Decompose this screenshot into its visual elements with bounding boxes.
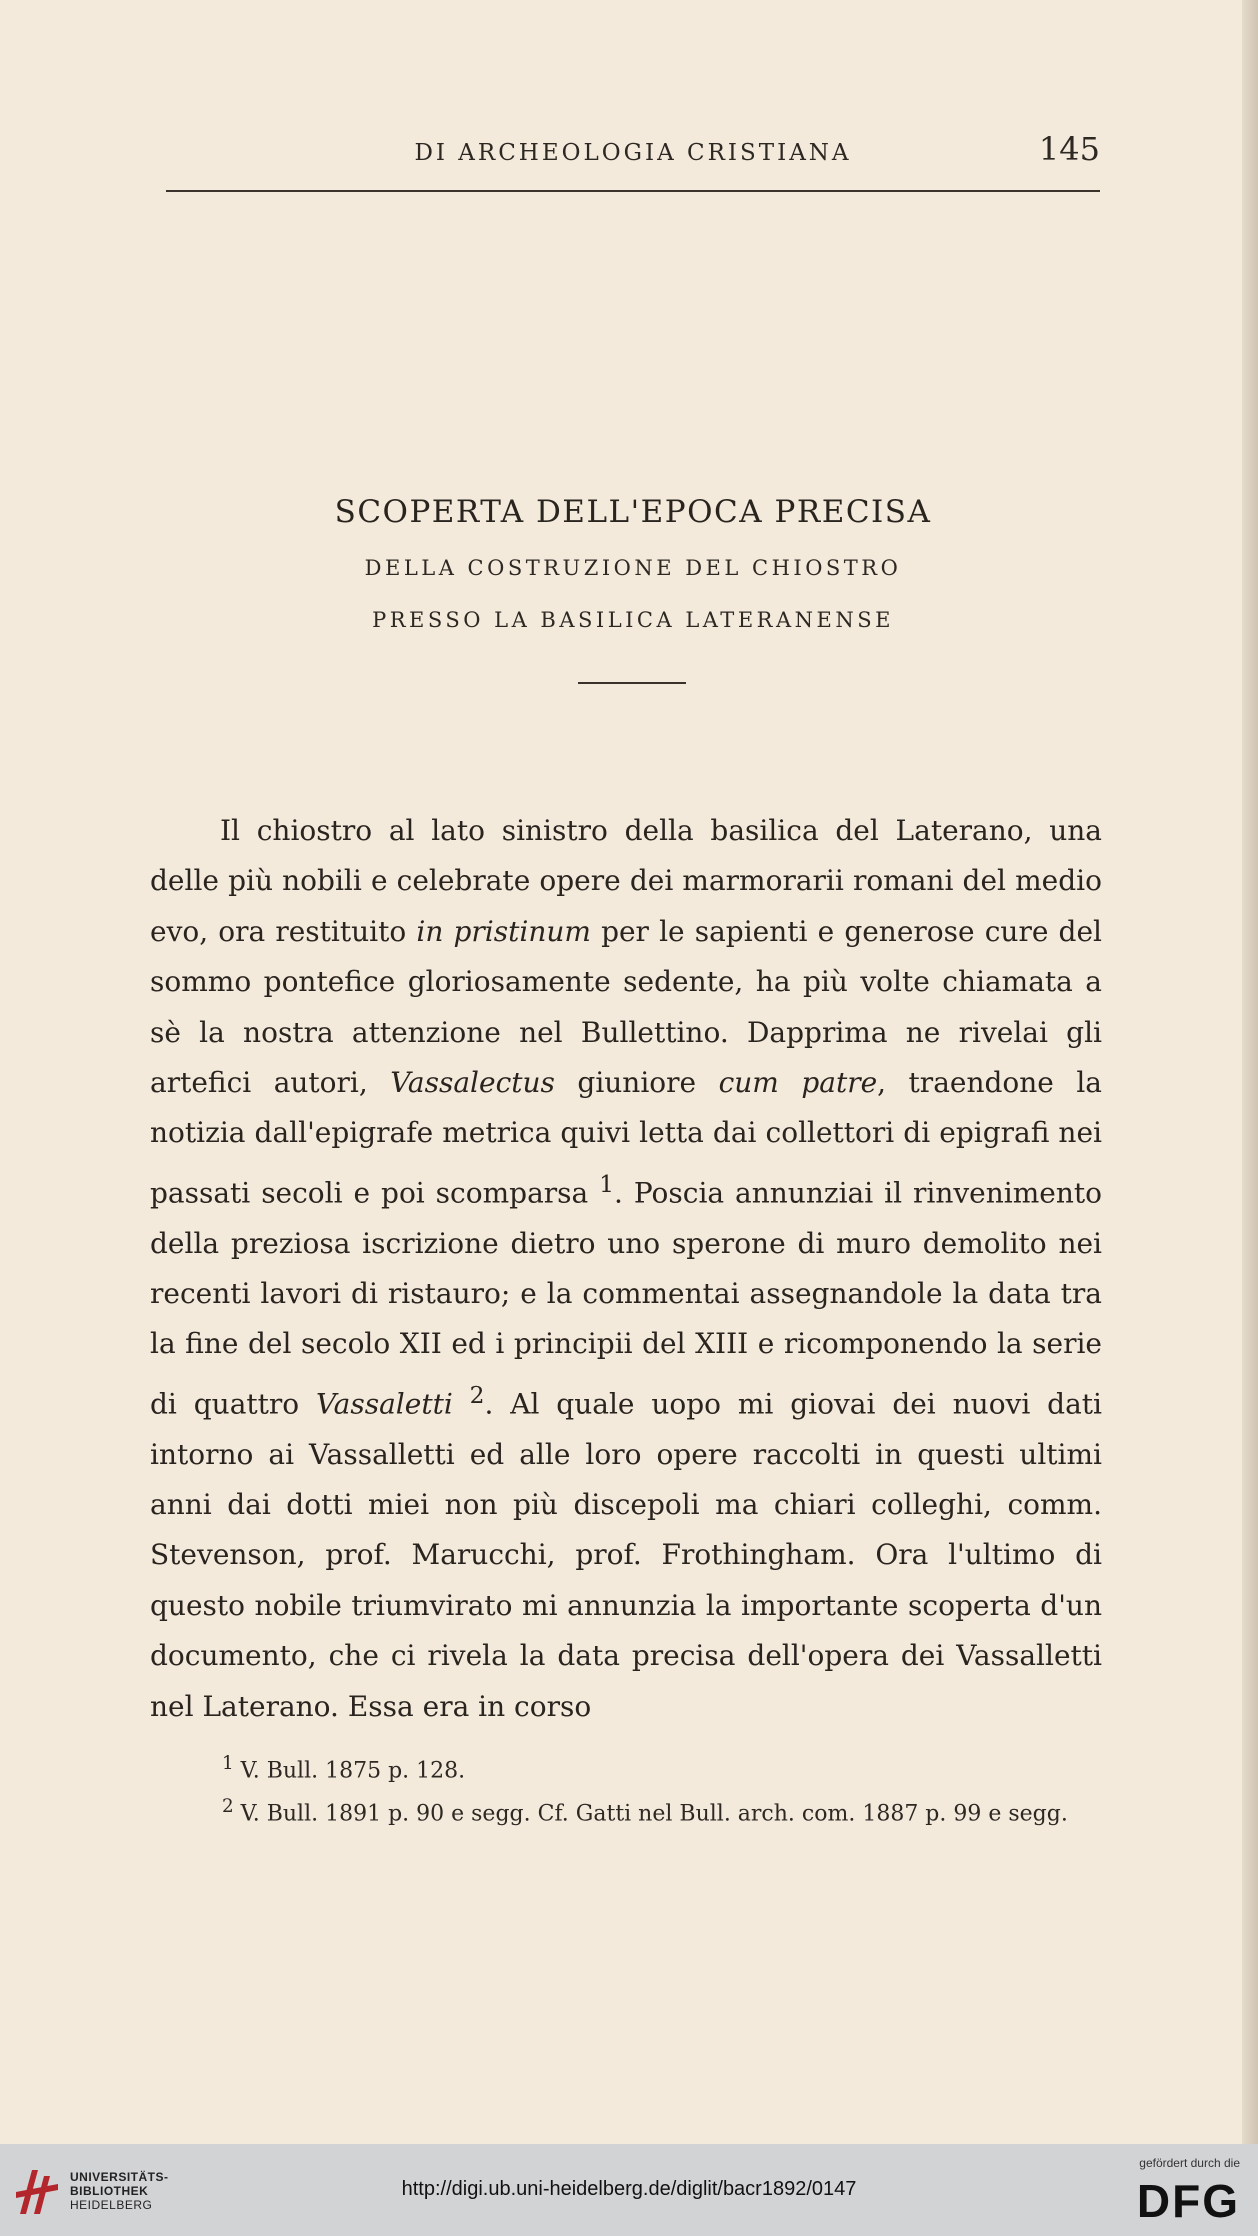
body-text	[150, 806, 1102, 1732]
page-number: 145	[1038, 130, 1100, 168]
body-run: giuniore	[554, 1066, 719, 1100]
library-name-line: UNIVERSITÄTS-	[70, 2170, 169, 2184]
article-subtitle-2: PRESSO LA BASILICA LATERANENSE	[372, 608, 894, 632]
viewer-footer-bar	[0, 2144, 1258, 2236]
body-run: per le sapienti e generose cure del sommo pontefice gloriosamente sedente, ha più volte chiamata a sè la nostra attenzione nel Bullettino. Dapprima ne rivelai gli artefici autori,	[150, 914, 1102, 1100]
footnotes	[150, 1746, 1102, 1833]
footnote-ref[interactable]: 2	[469, 1380, 485, 1409]
body-italic: Vassalectus	[390, 1066, 555, 1100]
library-name-line: HEIDELBERG	[70, 2198, 153, 2212]
header-rule	[166, 190, 1100, 192]
body-run: Il chiostro al lato sinistro della basilica del Laterano, una delle più nobili e celebrate opere dei marmorarii romani del medio evo, ora restituito	[150, 814, 1102, 948]
running-title: DI ARCHEOLOGIA CRISTIANA	[414, 140, 852, 166]
body-paragraph	[150, 806, 1102, 1732]
title-rule	[578, 682, 686, 684]
body-run: . Poscia annunziai il rinvenimento della preziosa iscrizione dietro uno sperone di muro demolito nei recenti lavori di ristauro; e la commentai assegnandole la data tra la fine del secolo XII ed i principii del XIII e ricomponendo la serie di quattro	[150, 1176, 1103, 1421]
footnote-number: 1	[222, 1753, 234, 1774]
body-run: , traendone la notizia dall'epigrafe metrica quivi letta dai collettori di epigrafi nei passati secoli e poi scomparsa	[150, 1066, 1103, 1210]
footnote-text: V. Bull. 1875 p. 128.	[240, 1758, 466, 1784]
page-edge-shadow	[1242, 0, 1258, 2144]
page-header	[166, 128, 1100, 178]
footnote	[150, 1789, 1102, 1832]
body-italic: Vassaletti	[316, 1387, 453, 1421]
footnote	[150, 1746, 1102, 1789]
dfg-logo[interactable]: DFG	[1136, 2175, 1240, 2227]
article-title: SCOPERTA DELL'EPOCA PRECISA	[334, 494, 932, 530]
document-url-link[interactable]: http://digi.ub.uni-heidelberg.de/diglit/bacr1892/0147	[401, 2178, 857, 2200]
footnote-number: 2	[222, 1796, 234, 1818]
footnote-ref[interactable]: 1	[599, 1169, 614, 1198]
sponsor-caption: gefördert durch die	[1139, 2156, 1240, 2170]
body-italic: cum patre	[718, 1066, 878, 1100]
body-italic: in pristinum	[416, 914, 591, 948]
body-run: . Al quale uopo mi giovai dei nuovi dati intorno ai Vassalletti ed alle loro opere raccolti in questi ultimi anni dai dotti miei non più discepoli ma chiari colleghi, comm. Stevenson, prof. Marucchi, prof. Frothingham. Ora l'ultimo di questo nobile triumvirato mi annunzia la importante scoperta d'un documento, che ci rivela la data precisa dell'opera dei Vassalletti nel Laterano. Essa era in corso	[150, 1387, 1103, 1723]
article-subtitle-1: DELLA COSTRUZIONE DEL CHIOSTRO	[364, 556, 902, 580]
footnote-text: V. Bull. 1891 p. 90 e segg. Cf. Gatti nel Bull. arch. com. 1887 p. 99 e segg.	[240, 1801, 1068, 1827]
library-name-line: BIBLIOTHEK	[70, 2184, 149, 2198]
